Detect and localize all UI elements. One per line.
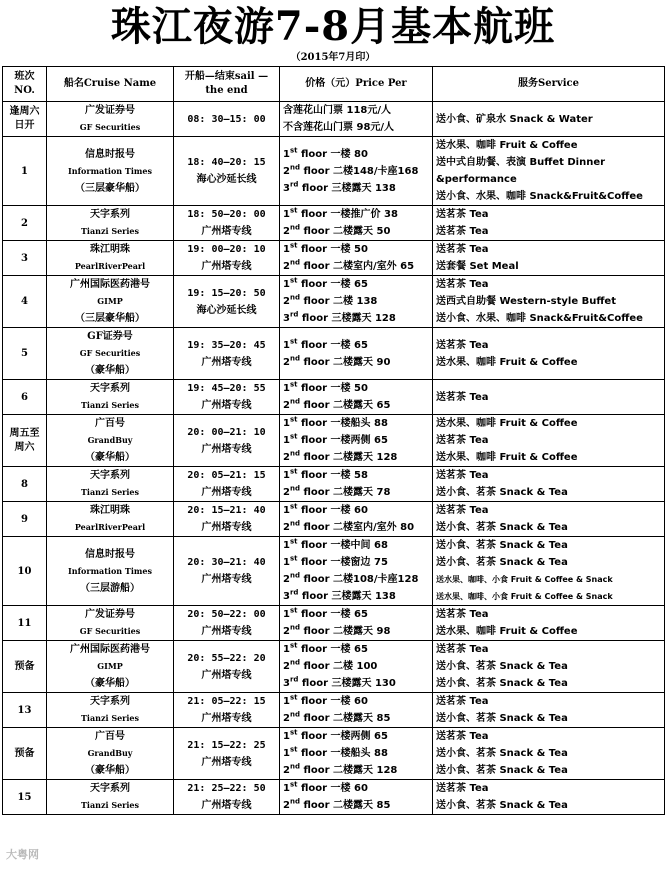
- sail-time: [174, 206, 280, 241]
- page-subtitle: （2015年7月印）: [290, 52, 376, 63]
- cell-line: 20: 50—22: 00: [187, 609, 266, 620]
- cell-line: 送茗茶 Tea: [436, 505, 489, 516]
- row-number: 15: [3, 780, 47, 815]
- cell-line: PearlRiverPearl: [74, 261, 146, 271]
- price-line: 1st floor 一楼两侧 65: [283, 728, 388, 742]
- cell-line: GF证券号: [87, 331, 133, 342]
- cell-line: 广州塔专线: [201, 522, 252, 533]
- cruise-name: [47, 502, 174, 537]
- cell-line: 送茗茶 Tea: [436, 339, 489, 351]
- table-row: [3, 780, 665, 815]
- cell-line: （豪华船）: [85, 365, 135, 376]
- cell-line: Tianzi Series: [80, 713, 140, 723]
- sail-time: [174, 606, 280, 641]
- cell-line: 送茗茶 Tea: [436, 470, 489, 481]
- cell-line: 广州塔专线: [201, 356, 252, 368]
- price-line: 1st floor 一楼 58: [283, 467, 368, 481]
- price-line: 1st floor 一楼 60: [283, 780, 368, 794]
- cell-line: 广州塔专线: [201, 487, 252, 498]
- price-line: 1st floor 一楼 60: [283, 693, 368, 707]
- cell-line: 送小食、茗茶 Snack & Tea: [436, 557, 568, 568]
- cell-line: 送茗茶 Tea: [436, 731, 489, 742]
- cell-line: 送茗茶 Tea: [436, 644, 489, 655]
- cell-line: 广百号: [95, 418, 125, 429]
- price-cell: [280, 537, 433, 606]
- cruise-name: [47, 693, 174, 728]
- sail-time: [174, 328, 280, 380]
- cell-line: 21: 15—22: 25: [187, 739, 266, 751]
- row-number: 10: [3, 537, 47, 606]
- service-cell: [433, 415, 665, 467]
- table-row: [3, 641, 665, 693]
- schedule-table: [2, 66, 665, 815]
- price-cell: [280, 102, 433, 137]
- cell-line: 信息时报号: [85, 148, 135, 160]
- cell-line: 送小食、矿泉水 Snack & Water: [436, 113, 593, 125]
- cell-line: 广州国际医药港号: [70, 644, 150, 655]
- cruise-name: [47, 137, 174, 206]
- cell-line: 送小食、茗茶 Snack & Tea: [436, 713, 568, 724]
- row-number: 4: [3, 276, 47, 328]
- row-number: 6: [3, 380, 47, 415]
- cell-line: 送中式自助餐、表演 Buffet Dinner: [436, 157, 606, 168]
- cell-line: 送小食、茗茶 Snack & Tea: [436, 748, 568, 759]
- cell-line: GIMP: [97, 661, 123, 671]
- cell-line: 20: 30—21: 40: [187, 557, 266, 568]
- price-line: 1st floor 一楼 60: [283, 502, 368, 516]
- table-row: [3, 467, 665, 502]
- sail-time: [174, 502, 280, 537]
- cell-line: 广州塔专线: [201, 756, 252, 768]
- cell-line: （豪华船）: [85, 765, 135, 776]
- price-line: 2nd floor 二楼露天 128: [283, 762, 398, 776]
- cell-line: 天字系列: [90, 209, 130, 220]
- price-line: 1st floor 一楼 65: [283, 641, 368, 655]
- cell-line: 送水果、咖啡 Fruit & Coffee: [436, 418, 578, 429]
- price-line: 1st floor 一楼 50: [283, 241, 368, 255]
- cell-line: GrandBuy: [87, 435, 133, 445]
- price-cell: [280, 137, 433, 206]
- cruise-name: [47, 380, 174, 415]
- cell-line: 送茗茶 Tea: [436, 244, 489, 255]
- cell-line: 送小食、茗茶 Snack & Tea: [436, 522, 568, 533]
- cell-line: 18: 40—20: 15: [187, 157, 266, 168]
- table-header-row: [3, 67, 665, 102]
- table-row: [3, 606, 665, 641]
- cell-line: 送茗茶 Tea: [436, 209, 489, 220]
- table-row: [3, 241, 665, 276]
- price-line: 1st floor 一楼 50: [283, 380, 368, 394]
- price-line: 2nd floor 二楼室内/室外 80: [283, 519, 415, 533]
- price-cell: [280, 276, 433, 328]
- cell-line: 广发证券号: [85, 105, 135, 116]
- sail-time: [174, 537, 280, 606]
- price-line: 2nd floor 二楼148/卡座168: [283, 163, 419, 177]
- cell-line: 广百号: [95, 731, 125, 742]
- cell-line: 送茗茶 Tea: [436, 391, 489, 403]
- table-row: [3, 537, 665, 606]
- service-cell: [433, 537, 665, 606]
- cell-line: 19: 15—20: 50: [187, 287, 266, 299]
- cell-line: PearlRiverPearl: [74, 522, 146, 532]
- cruise-name: [47, 206, 174, 241]
- cell-line: 海心沙延长线: [196, 174, 257, 185]
- cell-line: 19: 00—20: 10: [187, 244, 266, 255]
- cruise-name: [47, 415, 174, 467]
- cell-line: 广州塔专线: [201, 713, 252, 724]
- price-cell: [280, 606, 433, 641]
- header-price: 价格（元）Price Per: [280, 67, 433, 102]
- cell-line: GF Securities: [79, 626, 141, 636]
- cell-line: 19: 35—20: 45: [187, 339, 266, 351]
- cell-line: Tianzi Series: [80, 487, 140, 497]
- cruise-name: [47, 276, 174, 328]
- cell-line: 送水果、咖啡 Fruit & Coffee: [436, 140, 578, 151]
- price-line: 2nd floor 二楼 100: [283, 658, 378, 672]
- header-no: 班次NO.: [3, 67, 47, 102]
- price-cell: [280, 780, 433, 815]
- cell-line: 珠江明珠: [90, 244, 130, 255]
- cruise-name: [47, 780, 174, 815]
- cell-line: 19: 45—20: 55: [187, 383, 266, 394]
- row-number: 2: [3, 206, 47, 241]
- cell-line: 送水果、咖啡、小食 Fruit & Coffee & Snack: [436, 575, 613, 584]
- cruise-name: [47, 641, 174, 693]
- cell-line: 天字系列: [90, 696, 130, 707]
- table-row: [3, 728, 665, 780]
- sail-time: [174, 728, 280, 780]
- price-cell: [280, 467, 433, 502]
- cell-line: （三层游船）: [80, 582, 140, 594]
- cell-line: 送小食、茗茶 Snack & Tea: [436, 765, 568, 776]
- cell-line: 送水果、咖啡 Fruit & Coffee: [436, 626, 578, 637]
- cell-line: 送小食、茗茶 Snack & Tea: [436, 800, 568, 811]
- service-cell: [433, 276, 665, 328]
- service-cell: [433, 102, 665, 137]
- cell-line: GIMP: [97, 296, 123, 306]
- row-number: 预备: [3, 641, 47, 693]
- price-cell: [280, 693, 433, 728]
- header-service: 服务Service: [433, 67, 665, 102]
- table-row: [3, 502, 665, 537]
- cell-line: （豪华船）: [85, 678, 135, 689]
- cruise-name: [47, 102, 174, 137]
- cell-line: GrandBuy: [87, 748, 133, 758]
- price-cell: [280, 380, 433, 415]
- cell-line: 送套餐 Set Meal: [436, 261, 519, 272]
- cell-line: 18: 50—20: 00: [187, 209, 266, 220]
- cell-line: 广州塔专线: [201, 800, 252, 811]
- cell-line: 广州塔专线: [201, 626, 252, 637]
- price-line: 2nd floor 二楼露天 98: [283, 623, 391, 637]
- price-line: 3rd floor 三楼露天 130: [283, 675, 396, 689]
- cell-line: 送小食、水果、咖啡 Snack&Fruit&Coffee: [436, 313, 643, 324]
- price-line: 1st floor 一楼推广价 38: [283, 206, 398, 220]
- sail-time: [174, 276, 280, 328]
- price-line: 1st floor 一楼 65: [283, 337, 368, 351]
- row-number: 8: [3, 467, 47, 502]
- price-line: 2nd floor 二楼露天 85: [283, 710, 391, 724]
- cell-line: 送小食、水果、咖啡 Snack&Fruit&Coffee: [436, 191, 643, 202]
- cell-line: 送小食、茗茶 Snack & Tea: [436, 540, 568, 551]
- service-cell: [433, 328, 665, 380]
- price-line: 1st floor 一楼 65: [283, 276, 368, 290]
- cell-line: 信息时报号: [85, 548, 135, 560]
- price-cell: [280, 241, 433, 276]
- table-row: [3, 137, 665, 206]
- price-line: 1st floor 一楼窗边 75: [283, 554, 388, 568]
- cell-line: GF Securities: [79, 122, 141, 132]
- cell-line: 天字系列: [90, 783, 130, 794]
- cell-line: 送小食、茗茶 Snack & Tea: [436, 661, 568, 672]
- sail-time: [174, 102, 280, 137]
- schedule-body: [3, 102, 665, 815]
- service-cell: [433, 137, 665, 206]
- cell-line: &performance: [436, 174, 517, 185]
- cruise-name: [47, 328, 174, 380]
- sail-time: [174, 641, 280, 693]
- header-time: 开船—结束sail — the end: [174, 67, 280, 102]
- table-row: [3, 380, 665, 415]
- cell-line: 20: 00—21: 10: [187, 426, 266, 438]
- price-cell: [280, 328, 433, 380]
- price-line: 2nd floor 二楼室内/室外 65: [283, 258, 415, 272]
- price-line: 2nd floor 二楼露天 90: [283, 354, 391, 368]
- price-line: 1st floor 一楼 65: [283, 606, 368, 620]
- price-line: 1st floor 一楼 80: [283, 146, 368, 160]
- sail-time: [174, 241, 280, 276]
- price-cell: [280, 206, 433, 241]
- cell-line: （三层豪华船）: [75, 182, 145, 194]
- watermark-text: 大粤网: [6, 848, 39, 861]
- price-line: 1st floor 一楼船头 88: [283, 415, 388, 429]
- header-ship: 船名Cruise Name: [47, 67, 174, 102]
- cell-line: 广发证券号: [85, 609, 135, 620]
- cell-line: 海心沙延长线: [196, 304, 257, 316]
- cruise-name: [47, 467, 174, 502]
- price-cell: [280, 728, 433, 780]
- cell-line: 天字系列: [90, 470, 130, 481]
- cruise-name: [47, 537, 174, 606]
- cell-line: 送小食、茗茶 Snack & Tea: [436, 487, 568, 498]
- cell-line: 08: 30—15: 00: [187, 113, 266, 125]
- page-title: 珠江夜游7-8月基本航班: [110, 3, 556, 50]
- cell-line: GF Securities: [79, 348, 141, 358]
- cell-line: 广州塔专线: [201, 669, 252, 681]
- row-number: 3: [3, 241, 47, 276]
- cell-line: 广州塔专线: [201, 226, 252, 237]
- cell-line: Tianzi Series: [80, 226, 140, 236]
- cell-line: 广州塔专线: [201, 443, 252, 455]
- sail-time: [174, 380, 280, 415]
- cell-line: 广州塔专线: [201, 574, 252, 585]
- sail-time: [174, 693, 280, 728]
- cruise-name: [47, 606, 174, 641]
- price-line: 2nd floor 二楼露天 128: [283, 449, 398, 463]
- price-line: 1st floor 一楼两侧 65: [283, 432, 388, 446]
- cell-line: 送西式自助餐 Western-style Buffet: [436, 296, 616, 307]
- cell-line: 20: 55—22: 20: [187, 652, 266, 664]
- cell-line: 珠江明珠: [90, 505, 130, 516]
- row-number: 5: [3, 328, 47, 380]
- table-row: [3, 328, 665, 380]
- row-number: 逢周六日开: [3, 102, 47, 137]
- service-cell: [433, 467, 665, 502]
- price-line: 2nd floor 二楼露天 85: [283, 797, 391, 811]
- price-line: 3rd floor 三楼露天 138: [283, 180, 396, 194]
- price-line: 2nd floor 二楼露天 50: [283, 223, 391, 237]
- price-cell: [280, 502, 433, 537]
- price-line: 2nd floor 二楼108/卡座128: [283, 571, 419, 585]
- table-row: [3, 276, 665, 328]
- cell-line: Tianzi Series: [80, 400, 140, 410]
- sail-time: [174, 467, 280, 502]
- cell-line: 含莲花山门票 118元/人: [283, 105, 392, 116]
- service-cell: [433, 693, 665, 728]
- cell-line: 21: 05—22: 15: [187, 696, 266, 707]
- cruise-name: [47, 728, 174, 780]
- cell-line: 广州塔专线: [201, 400, 252, 411]
- table-row: [3, 415, 665, 467]
- price-line: 1st floor 一楼船头 88: [283, 745, 388, 759]
- service-cell: [433, 380, 665, 415]
- row-number: 9: [3, 502, 47, 537]
- cell-line: （三层豪华船）: [75, 313, 145, 324]
- sail-time: [174, 415, 280, 467]
- row-number: 1: [3, 137, 47, 206]
- table-row: [3, 693, 665, 728]
- price-line: 3rd floor 三楼露天 138: [283, 588, 396, 602]
- table-row: [3, 102, 665, 137]
- service-cell: [433, 502, 665, 537]
- service-cell: [433, 206, 665, 241]
- cell-line: 送茗茶 Tea: [436, 435, 489, 446]
- cell-line: Tianzi Series: [80, 800, 140, 810]
- row-number: 预备: [3, 728, 47, 780]
- cruise-name: [47, 241, 174, 276]
- sail-time: [174, 780, 280, 815]
- service-cell: [433, 606, 665, 641]
- cell-line: 送茗茶 Tea: [436, 279, 489, 290]
- cell-line: 广州塔专线: [201, 261, 252, 272]
- price-line: 3rd floor 三楼露天 128: [283, 310, 396, 324]
- price-line: 2nd floor 二楼露天 78: [283, 484, 391, 498]
- cell-line: 天字系列: [90, 383, 130, 394]
- price-line: 2nd floor 二楼 138: [283, 293, 378, 307]
- cell-line: 送小食、茗茶 Snack & Tea: [436, 678, 568, 689]
- cell-line: 送水果、咖啡 Fruit & Coffee: [436, 356, 578, 368]
- cell-line: 送水果、咖啡、小食 Fruit & Coffee & Snack: [436, 592, 613, 601]
- cell-line: 送茗茶 Tea: [436, 696, 489, 707]
- service-cell: [433, 728, 665, 780]
- cell-line: 送茗茶 Tea: [436, 783, 489, 794]
- cell-line: 送茗茶 Tea: [436, 226, 489, 237]
- cell-line: Information Times: [68, 565, 152, 576]
- cell-line: 广州国际医药港号: [70, 279, 150, 290]
- cell-line: Information Times: [68, 165, 152, 176]
- service-cell: [433, 641, 665, 693]
- service-cell: [433, 241, 665, 276]
- row-number: 11: [3, 606, 47, 641]
- row-number: 周五至周六: [3, 415, 47, 467]
- cell-line: 20: 05—21: 15: [187, 470, 266, 481]
- price-cell: [280, 641, 433, 693]
- cell-line: 20: 15—21: 40: [187, 505, 266, 516]
- price-cell: [280, 415, 433, 467]
- cell-line: 21: 25—22: 50: [187, 783, 266, 794]
- service-cell: [433, 780, 665, 815]
- cell-line: 不含莲花山门票 98元/人: [283, 122, 395, 133]
- cell-line: 送茗茶 Tea: [436, 609, 489, 620]
- table-row: [3, 206, 665, 241]
- price-line: 2nd floor 二楼露天 65: [283, 397, 391, 411]
- cell-line: （豪华船）: [85, 452, 135, 463]
- cell-line: 送水果、咖啡 Fruit & Coffee: [436, 452, 578, 463]
- sail-time: [174, 137, 280, 206]
- price-line: 1st floor 一楼中间 68: [283, 537, 388, 551]
- row-number: 13: [3, 693, 47, 728]
